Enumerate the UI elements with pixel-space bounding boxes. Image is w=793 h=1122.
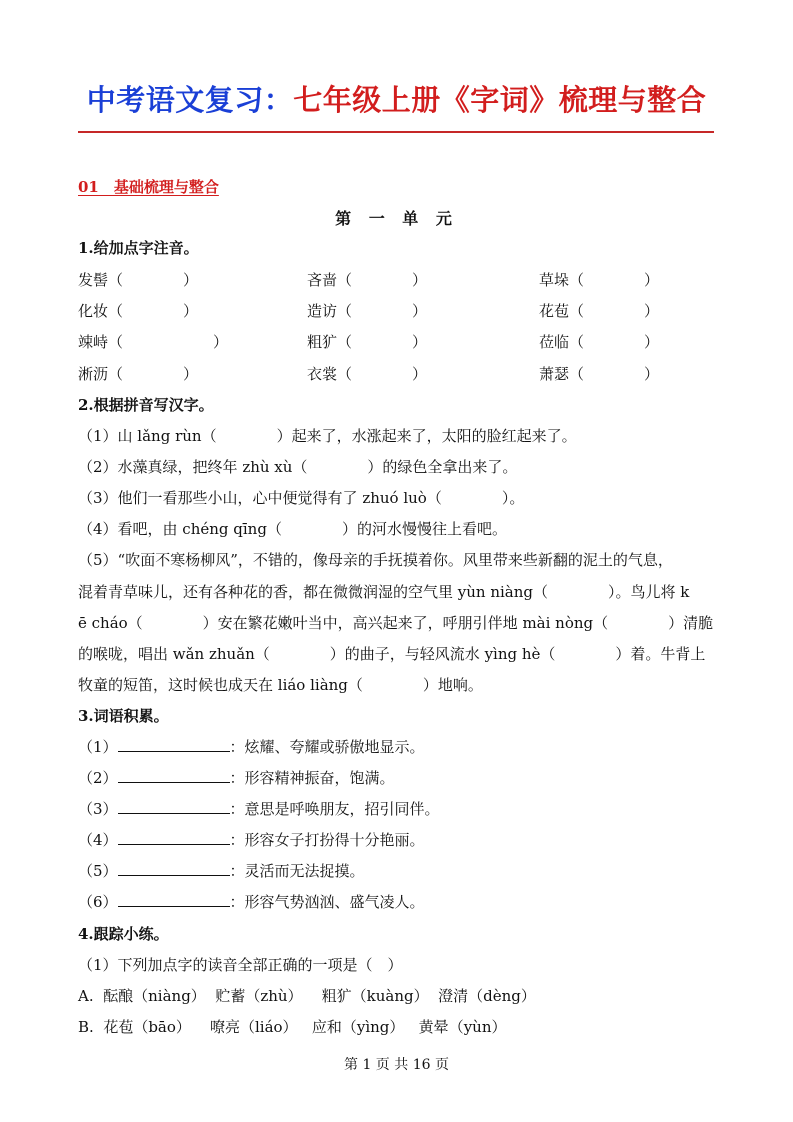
q1-item: 粗犷（ ） bbox=[307, 333, 428, 351]
title-divider bbox=[78, 131, 714, 133]
q3-item-number: （6） bbox=[78, 893, 118, 911]
q1-item: 草垛（ ） bbox=[539, 271, 660, 289]
q4-option-a[interactable]: A. 酝酿（niàng） 贮蓄（zhù） 粗犷（kuàng） 澄清（dèng） bbox=[78, 987, 536, 1005]
q3-item-definition: ：灵活而无法捉摸。 bbox=[229, 862, 365, 880]
answer-blank[interactable] bbox=[118, 892, 230, 907]
q3-item-definition: ：形容女子打扮得十分艳丽。 bbox=[229, 831, 425, 849]
title-blue: 中考语文复习： bbox=[86, 83, 294, 117]
q3-item bbox=[78, 892, 425, 912]
q4-option-b[interactable]: B. 花苞（bāo） 嘹亮（liáo） 应和（yìng） 黄晕（yùn） bbox=[78, 1018, 507, 1036]
q1-item: 化妆（ ） bbox=[78, 302, 199, 320]
q1-item: 造访（ ） bbox=[307, 302, 428, 320]
q2-line: 的喉咙，唱出 wǎn zhuǎn（ ）的曲子，与轻风流水 yìng hè（ ）着。牛背上 bbox=[78, 645, 706, 663]
answer-blank[interactable] bbox=[118, 737, 230, 752]
q1-item: 衣裳（ ） bbox=[307, 365, 428, 383]
q1-item: 萧瑟（ ） bbox=[539, 365, 660, 383]
q1-item: 莅临（ ） bbox=[539, 333, 660, 351]
page-title bbox=[0, 78, 793, 119]
q2-line: 混着青草味儿，还有各种花的香，都在微微润湿的空气里 yùn niàng（ ）。鸟儿将 k bbox=[78, 583, 690, 601]
title-red: 七年级上册《字词》梳理与整合 bbox=[293, 83, 707, 117]
q3-item-number: （4） bbox=[78, 831, 118, 849]
q3-item-number: （5） bbox=[78, 862, 118, 880]
q3-item bbox=[78, 830, 425, 850]
q3-item bbox=[78, 737, 425, 757]
q3-item-definition: ：意思是呼唤朋友，招引同伴。 bbox=[229, 800, 440, 818]
q1-item: 花苞（ ） bbox=[539, 302, 660, 320]
q2-line: （3）他们一看那些小山，心中便觉得有了 zhuó luò（ ）。 bbox=[78, 489, 525, 507]
answer-blank[interactable] bbox=[118, 861, 230, 876]
q3-heading: 3.词语积累。 bbox=[78, 707, 169, 725]
q1-heading: 1.给加点字注音。 bbox=[78, 239, 199, 257]
section-heading: 01 基础梳理与整合 bbox=[78, 178, 219, 196]
answer-blank[interactable] bbox=[118, 799, 230, 814]
q2-heading: 2.根据拼音写汉字。 bbox=[78, 396, 214, 414]
q3-item bbox=[78, 861, 365, 881]
q1-item: 竦峙（ ） bbox=[78, 333, 229, 351]
q2-line: （5）“吹面不寒杨柳风”，不错的，像母亲的手抚摸着你。风里带来些新翻的泥土的气息， bbox=[78, 551, 673, 569]
q2-line: ē cháo（ ）安在繁花嫩叶当中，高兴起来了，呼朋引伴地 mài nòng（ ）清脆 bbox=[78, 614, 714, 632]
q4-heading: 4.跟踪小练。 bbox=[78, 925, 169, 943]
q2-line: 牧童的短笛，这时候也成天在 liáo liàng（ ）地响。 bbox=[78, 676, 483, 694]
q2-line: （1）山 lǎng rùn（ ）起来了，水涨起来了，太阳的脸红起来了。 bbox=[78, 427, 577, 445]
q1-item: 发髻（ ） bbox=[78, 271, 199, 289]
answer-blank[interactable] bbox=[118, 830, 230, 845]
q1-item: 淅沥（ ） bbox=[78, 365, 199, 383]
q3-item-definition: ：炫耀、夸耀或骄傲地显示。 bbox=[229, 738, 425, 756]
unit-heading: 第 一 单 元 bbox=[335, 209, 458, 228]
q3-item-number: （2） bbox=[78, 769, 118, 787]
q2-line: （4）看吧，由 chéng qīng（ ）的河水慢慢往上看吧。 bbox=[78, 520, 507, 538]
q3-item bbox=[78, 768, 395, 788]
q3-item-definition: ：形容精神振奋，饱满。 bbox=[229, 769, 395, 787]
q2-line: （2）水藻真绿，把终年 zhù xù（ ）的绿色全拿出来了。 bbox=[78, 458, 518, 476]
answer-blank[interactable] bbox=[118, 768, 230, 783]
q3-item bbox=[78, 799, 440, 819]
q4-question: （1）下列加点字的读音全部正确的一项是（ ） bbox=[78, 956, 403, 974]
q1-item: 吝啬（ ） bbox=[307, 271, 428, 289]
q3-item-definition: ：形容气势汹汹、盛气凌人。 bbox=[229, 893, 425, 911]
q3-item-number: （3） bbox=[78, 800, 118, 818]
q3-item-number: （1） bbox=[78, 738, 118, 756]
page-number: 第 1 页 共 16 页 bbox=[344, 1057, 449, 1073]
